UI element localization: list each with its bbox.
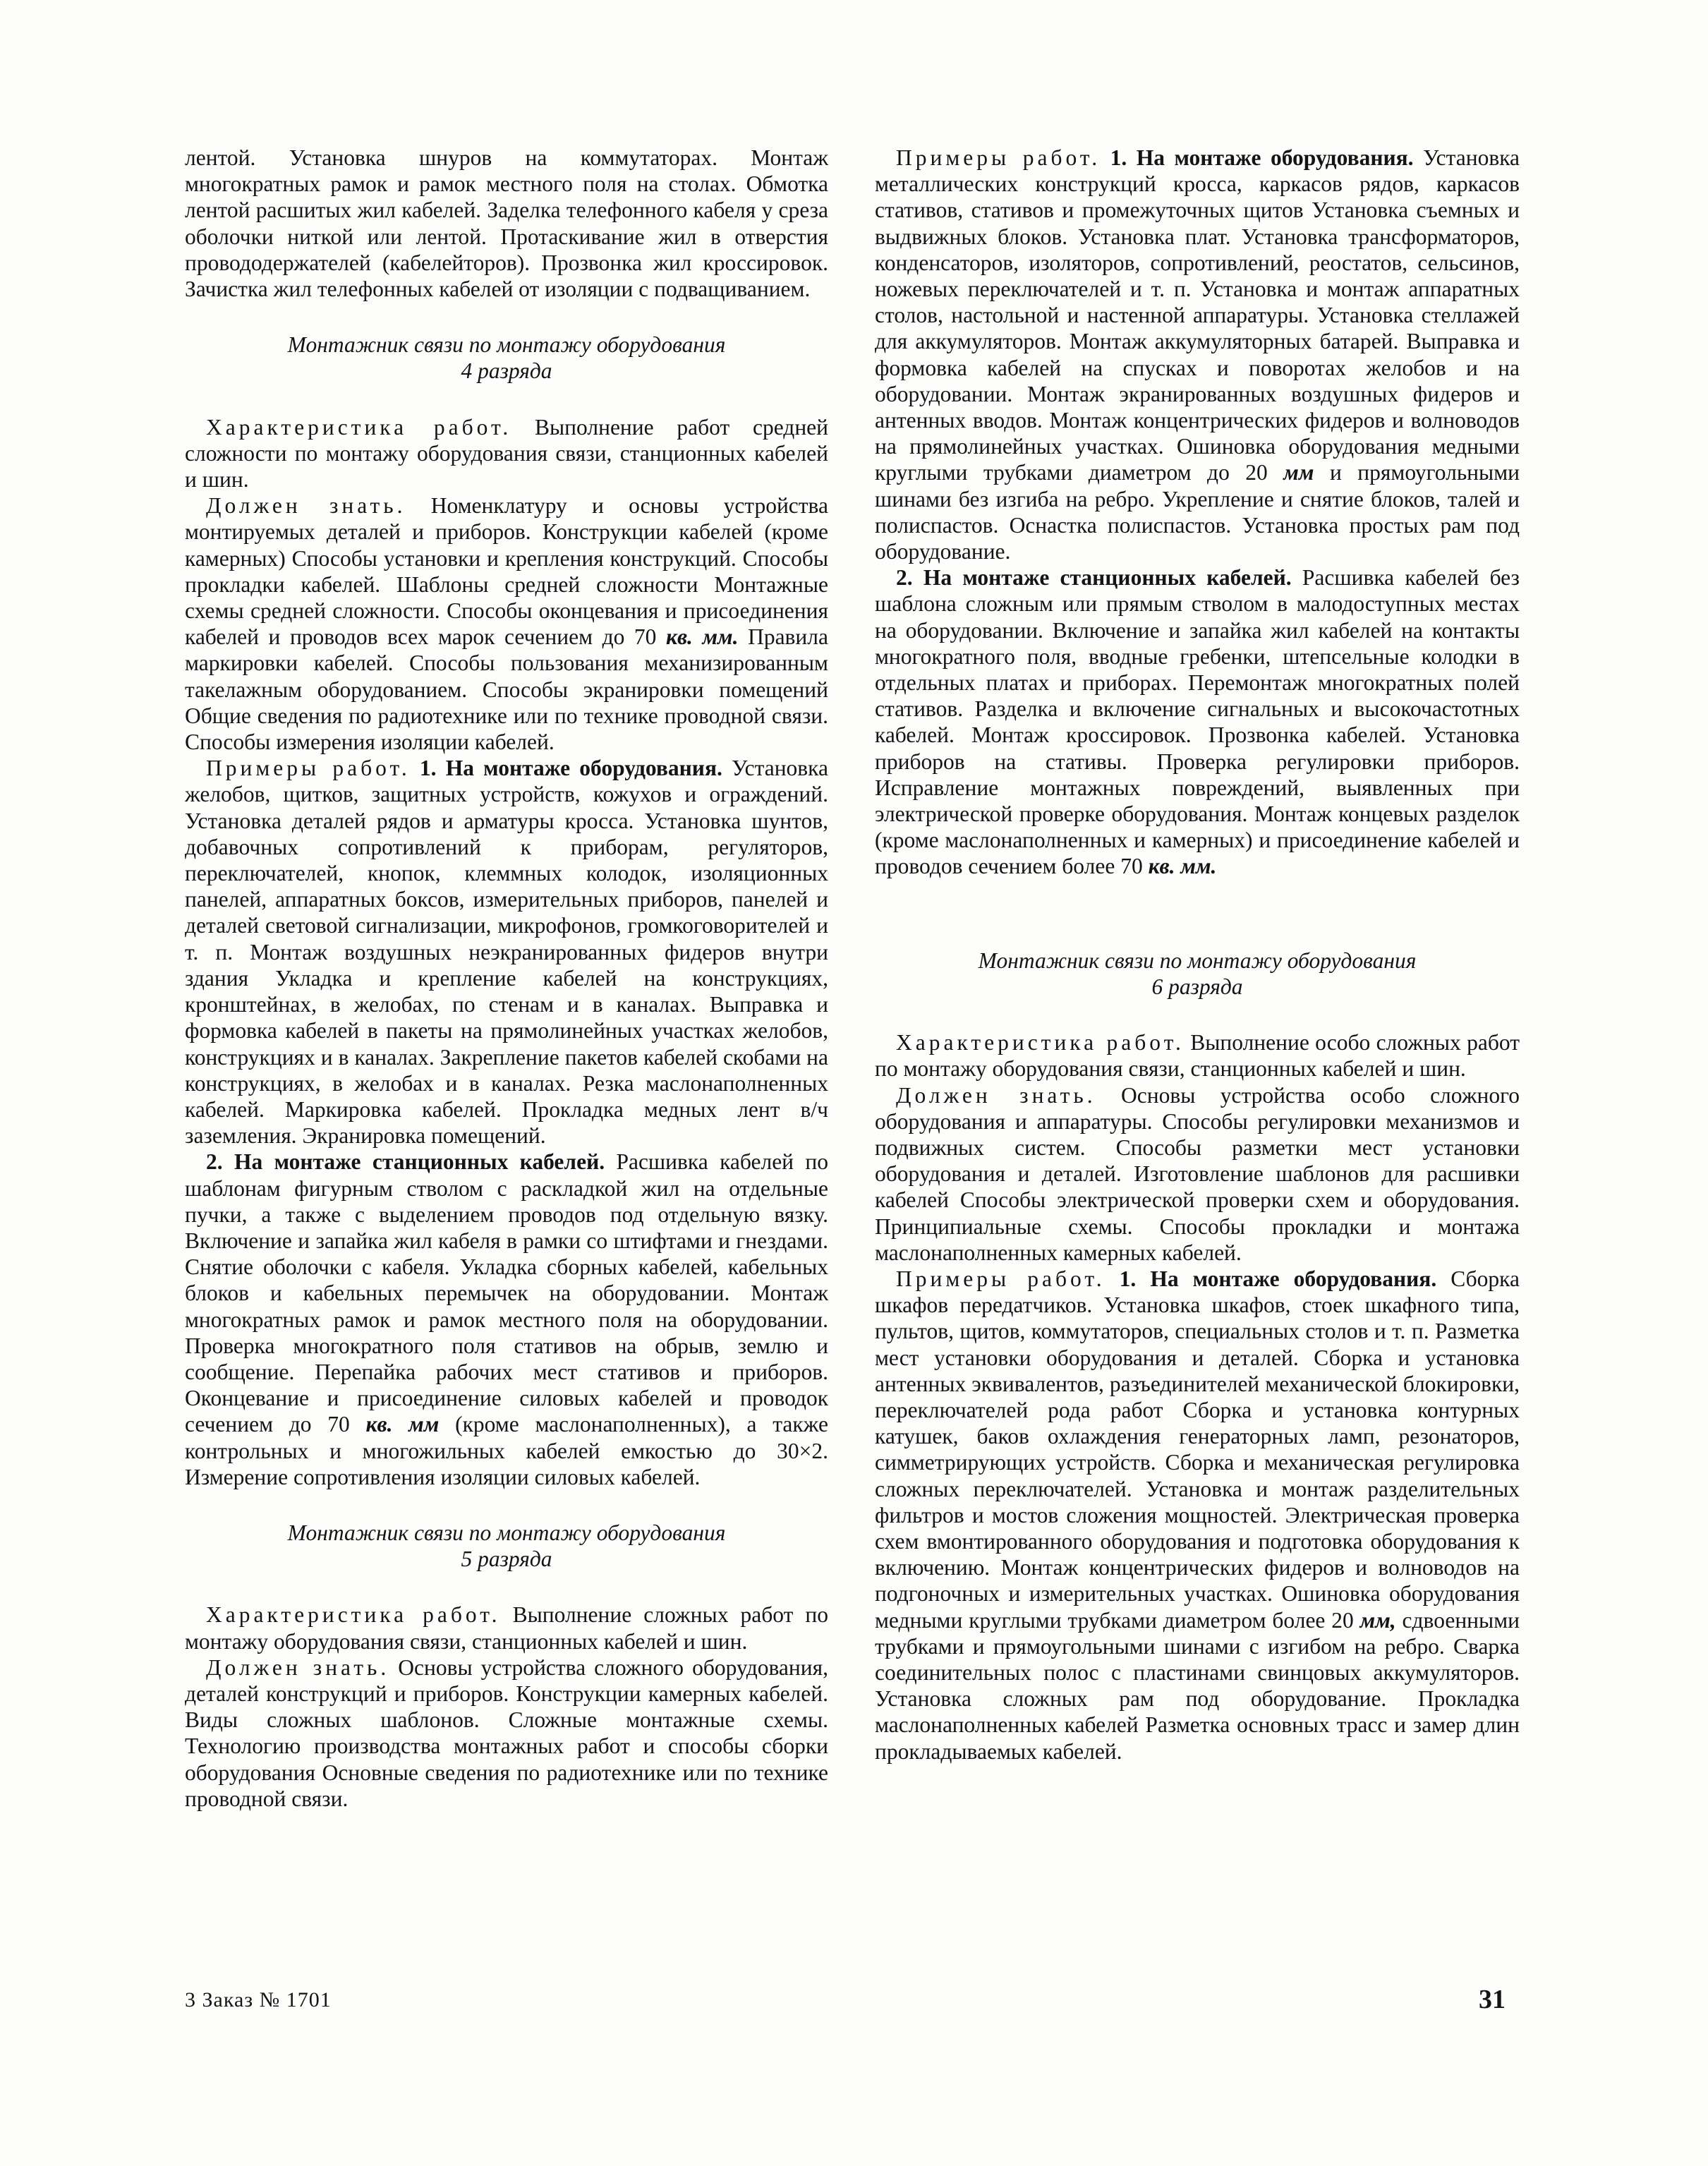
paragraph-intro: лентой. Установка шнуров на коммутаторах. Монтаж многократных рамок и рамок местного поля на столах. Обмотка лентой расшитых жил кабелей. Заделка телефонного кабеля у среза оболочки ниткой или лентой. Протаскивание жил в отверстия провододержателей (кабелейторов). Прозвонка жил кроссировок. Зачистка жил телефонных кабелей от изоляции с подващиванием. (185, 145, 828, 302)
left-column (185, 145, 828, 1812)
grade-5-knowledge: Должен знать. Основы устройства сложного оборудования, деталей конструкций и приборов. Конструкции камерных кабелей. Виды сложных шаблонов. Сложные монтажные схемы. Технологию производства монтажных работ и способы сборки оборудования Основные сведения по радиотехнике или по технике проводной связи. (185, 1654, 828, 1811)
grade-4-examples-cables: 2. На монтаже станционных кабелей. Расшивка кабелей по шаблонам фигурным стволом с раскладкой жил на отдельные пучки, а также с выделением проводов под отдельную вязку. Включение и запайка жил кабеля в рамки со штифтами и гнездами. Снятие оболочки с кабеля. Укладка сборных кабелей, кабельных блоков и кабельных перемычек на оборудовании. Монтаж многократных рамок и рамок местного поля на оборудовании. Проверка многократного поля стативов на обрыв, землю и сообщение. Перепайка рабочих мест стативов и приборов. Оконцевание и присоединение силовых кабелей и проводок сечением до 70 кв. мм (кроме маслонаполненных), а также контрольных и многожильных кабелей емкостью до 30×2. Измерение сопротивления изоляции силовых кабелей. (185, 1149, 829, 1489)
right-column (875, 145, 1520, 1765)
section-heading-grade-5: Монтажник связи по монтажу оборудования 5 разряда (287, 1520, 726, 1572)
grade-6-examples-equipment: Примеры работ. 1. На монтаже оборудования. Сборка шкафов передатчиков. Установка шкафов, стоек шкафного типа, пультов, щитов, коммутаторов, специальных столов и т. п. Разметка мест установки оборудования и деталей. Сборка и установка антенных эквивалентов, разъединителей механической блокировки, переключателей рода работ Сборка и установка контурных катушек, баков охлаждения генераторных ламп, резонаторов, симметрирующих устройств. Сборка и механическая регулировка сложных переключателей. Установка и монтаж разделительных фильтров и мостов сложения мощностей. Электрическая проверка схем вмонтированного оборудования и подготовка оборудования к включению. Монтаж концентрических фидеров и волноводов на подгоночных и измерительных участках. Ошиновка оборудования медными круглыми трубками диаметром более 20 мм, сдвоенными трубками и прямоугольными шинами с изгибом на ребро. Сварка соединительных полос с пластинами свинцовых аккумуляторов. Установка сложных рам под оборудование. Прокладка маслонаполненных кабелей Разметка основных трасс и замер длин прокладываемых кабелей. (875, 1266, 1520, 1764)
grade-4-knowledge: Должен знать. Номенклатуру и основы устройства монтируемых деталей и приборов. Конструкции кабелей (кроме камерных) Способы установки и крепления конструкций. Способы прокладки кабелей. Шаблоны средней сложности Монтажные схемы средней сложности. Способы оконцевания и присоединения кабелей и проводов всех марок сечением до 70 кв. мм. Правила маркировки кабелей. Способы пользования механизированным такелажным оборудованием. Способы экранировки помещений Общие сведения по радиотехнике или по технике проводной связи. Способы измерения изоляции кабелей. (185, 493, 828, 755)
grade-6-characteristics: Характеристика работ. Выполнение особо сложных работ по монтажу оборудования связи, станционных кабелей и шин. (875, 1030, 1520, 1082)
section-heading-grade-4: Монтажник связи по монтажу оборудования 4 разряда (287, 332, 726, 384)
section-heading-grade-6: Монтажник связи по монтажу оборудования 6 разряда (978, 948, 1417, 999)
grade-5-examples-equipment: Примеры работ. 1. На монтаже оборудования. Установка металлических конструкций кросса, каркасов рядов, каркасов стативов, стативов и промежуточных щитов Установка съемных и выдвижных блоков. Установка плат. Установка трансформаторов, конденсаторов, изоляторов, сопротивлений, реостатов, сельсинов, ножевых переключателей и т. п. Установка и монтаж аппаратных столов, настольной и настенной аппаратуры. Установка стеллажей для аккумуляторов. Монтаж аккумуляторных батарей. Выправка и формовка кабелей на спусках и поворотах желобов и на оборудовании. Монтаж экранированных воздушных фидеров и антенных вводов. Монтаж концентрических фидеров и волноводов на прямолинейных участках. Ошиновка оборудования медными круглыми трубками диаметром до 20 мм и прямоугольными шинами без изгиба на ребро. Укрепление и снятие блоков, талей и полиспастов. Оснастка полиспастов. Установка простых рам под оборудование. (875, 145, 1520, 564)
grade-4-examples-equipment: Примеры работ. 1. На монтаже оборудования. Установка желобов, щитков, защитных устройств, кожухов и ограждений. Установка деталей рядов и арматуры кросса. Установка шунтов, добавочных сопротивлений к приборам, регуляторов, переключателей, кнопок, клеммных колодок, изоляционных панелей, аппаратных боксов, измерительных приборов, панелей и деталей световой сигнализации, микрофонов, громкоговорителей и т. п. Монтаж воздушных неэкранированных фидеров внутри здания Укладка и крепление кабелей на конструкциях, кронштейнах, в желобах, по стенам и в каналах. Выправка и формовка кабелей в пакеты на прямолинейных участках желобов, конструкциях и в каналах. Закрепление пакетов кабелей скобами на конструкциях, в желобах и в каналах. Резка маслонаполненных кабелей. Маркировка кабелей. Прокладка медных лент в/ч заземления. Экранировка помещений. (185, 756, 828, 1149)
grade-5-characteristics: Характеристика работ. Выполнение сложных работ по монтажу оборудования связи, станционных кабелей и шин. (185, 1602, 828, 1654)
grade-6-knowledge: Должен знать. Основы устройства особо сложного оборудования и аппаратуры. Способы регулировки механизмов и подвижных систем. Способы разметки мест установки оборудования и деталей. Изготовление шаблонов для расшивки кабелей Способы электрической проверки схем и оборудования. Принципиальные схемы. Способы прокладки и монтажа маслонаполненных камерных кабелей. (875, 1082, 1520, 1265)
page-number: 31 (1479, 1985, 1506, 2014)
grade-5-examples-cables: 2. На монтаже станционных кабелей. Расшивка кабелей без шаблона сложным или прямым стволом в малодоступных местах на оборудовании. Включение и запайка жил кабелей на контакты многократного поля, вводные гребенки, штепсельные колодки в отдельных платах и приборах. Перемонтаж многократных полей стативов. Разделка и включение сигнальных и высокочастотных кабелей. Монтаж кроссировок. Прозвонка кабелей. Установка приборов на стативы. Проверка регулировки приборов. Исправление монтажных повреждений, выявленных при электрической проверке оборудования. Монтаж концевых разделок (кроме маслонаполненных и камерных) и присоединение кабелей и проводов сечением более 70 кв. мм. (875, 565, 1520, 879)
grade-4-characteristics: Характеристика работ. Выполнение работ средней сложности по монтажу оборудования связи, станционных кабелей и шин. (185, 414, 829, 492)
order-note: 3 Заказ № 1701 (185, 1988, 332, 2011)
